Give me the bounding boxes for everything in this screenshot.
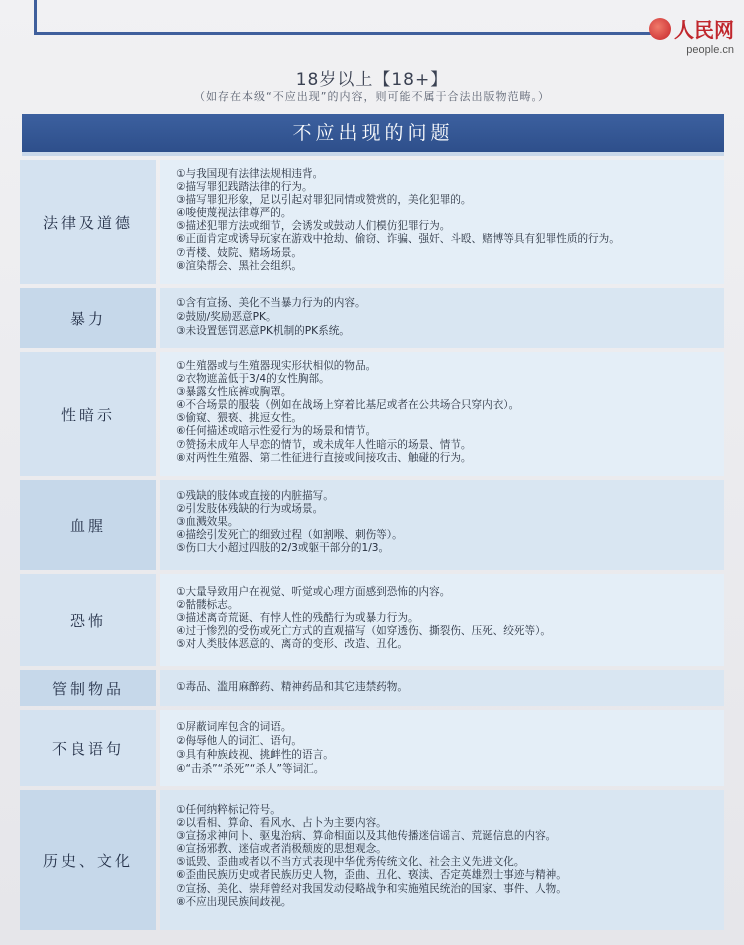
list-item: ⑦青楼、妓院、赌场场景。 [176, 246, 303, 259]
list-item: ②侮辱他人的词汇、语句。 [176, 735, 303, 747]
list-item: ⑤伤口大小超过四肢的2/3或躯干部分的1/3。 [176, 542, 390, 555]
list-item: ④过于惨烈的受伤或死亡方式的直观描写（如穿透伤、撕裂伤、压死、绞死等）。 [176, 625, 551, 638]
list-item: ③血溅效果。 [176, 516, 239, 529]
list-item: ⑤偷窥、猥亵、挑逗女性。 [176, 412, 303, 425]
list-item: ②以看相、算命、看风水、占卜为主要内容。 [176, 817, 387, 830]
age-rating-title: 18岁以上【18+】 [295, 70, 449, 90]
row-label: 暴力 [20, 288, 156, 348]
header-frame-line [34, 0, 657, 35]
list-item: ①与我国现有法律法规相违背。 [176, 168, 324, 180]
list-item: ①含有宣扬、美化不当暴力行为的内容。 [176, 297, 366, 309]
list-item: ①毒品、滥用麻醉药、精神药品和其它违禁药物。 [176, 681, 408, 693]
list-item: ①大量导致用户在视觉、听觉或心理方面感到恐怖的内容。 [176, 586, 451, 598]
watermark-name: 人民网 [674, 18, 734, 42]
list-item: ④描绘引发死亡的细致过程（如割喉、刺伤等）。 [176, 529, 403, 542]
row-content [160, 480, 724, 570]
list-item: ⑦赞扬未成年人早恋的情节，或未成年人性暗示的场景、情节。 [176, 438, 472, 451]
row-content [160, 288, 724, 348]
list-item: ⑦宣扬、美化、崇拜曾经对我国发动侵略战争和实施殖民统治的国家、事件、人物。 [176, 882, 567, 895]
row-content [160, 670, 724, 706]
list-item: ⑤诋毁、歪曲或者以不当方式表现中华优秀传统文化、社会主义先进文化。 [176, 856, 525, 869]
list-item: ①任何纳粹标记符号。 [176, 804, 281, 816]
list-item: ③宣扬求神问卜、驱鬼治病、算命相面以及其他传播迷信谣言、荒诞信息的内容。 [176, 830, 557, 843]
row-content [160, 710, 724, 786]
table-title-stripe [22, 152, 724, 156]
list-item: ④唆使蔑视法律尊严的。 [176, 207, 292, 220]
list-item: ②描写罪犯践踏法律的行为。 [176, 181, 313, 194]
list-item: ④宣扬邪教、迷信或者消极颓废的思想观念。 [176, 843, 387, 856]
table-row-sexual-suggestion [20, 352, 724, 476]
table-row-horror [20, 574, 724, 666]
list-item: ③暴露女性底裤或胸罩。 [176, 386, 292, 399]
row-content [160, 352, 724, 476]
people-logo-icon [649, 18, 671, 40]
list-item: ③描写罪犯形象，足以引起对罪犯同情或赞赏的，美化犯罪的。 [176, 194, 472, 207]
table-row-gore [20, 480, 724, 570]
list-item: ⑤描述犯罪方法或细节，会诱发或鼓动人们模仿犯罪行为。 [176, 220, 451, 233]
table-title: 不应出现的问题 [22, 114, 724, 152]
row-label: 法律及道德 [20, 160, 156, 284]
list-item: ④不合场景的服装（例如在战场上穿着比基尼或者在公共场合只穿内衣）。 [176, 399, 520, 412]
list-item: ⑧不应出现民族间歧视。 [176, 895, 292, 908]
table-row-law-morality [20, 160, 724, 284]
list-item: ③描述离奇荒诞、有悖人性的残酷行为或暴力行为。 [176, 612, 419, 625]
list-item: ⑥任何描述或暗示性爱行为的场景和情节。 [176, 425, 377, 438]
age-rating-note: （如存在本级“不应出现”的内容，则可能不属于合法出版物范畴。） [194, 90, 550, 103]
row-label: 不良语句 [20, 710, 156, 786]
row-label: 恐怖 [20, 574, 156, 666]
list-item: ④“击杀”“杀死”“杀人”等词汇。 [176, 763, 325, 775]
table-row-violence [20, 288, 724, 348]
list-item: ⑧渲染帮会、黑社会组织。 [176, 259, 303, 272]
row-content [160, 790, 724, 930]
table-row-controlled-items [20, 670, 724, 706]
row-content [160, 574, 724, 666]
list-item: ③未设置惩罚恶意PK机制的PK系统。 [176, 325, 350, 337]
table-row-history-culture [20, 790, 724, 930]
row-label: 管制物品 [20, 670, 156, 706]
list-item: ⑤对人类肢体恶意的、离奇的变形、改造、丑化。 [176, 638, 408, 651]
row-label: 性暗示 [20, 352, 156, 476]
watermark-url: people.cn [686, 44, 734, 56]
list-item: ⑥正面肯定或诱导玩家在游戏中抢劫、偷窃、诈骗、强奸、斗殴、赌博等具有犯罪性质的行为。 [176, 233, 620, 246]
watermark [634, 14, 734, 58]
list-item: ①残缺的肢体或直接的内脏描写。 [176, 490, 334, 502]
row-label: 历史、文化 [20, 790, 156, 930]
list-item: ①屏蔽词库包含的词语。 [176, 721, 292, 733]
row-label: 血腥 [20, 480, 156, 570]
list-item: ②骷髅标志。 [176, 599, 239, 612]
list-item: ⑥歪曲民族历史或者民族历史人物，歪曲、丑化、亵渎、否定英雄烈士事迹与精神。 [176, 869, 567, 882]
table-row-bad-language [20, 710, 724, 786]
list-item: ②鼓励/奖励恶意PK。 [176, 311, 277, 323]
row-content [160, 160, 724, 284]
list-item: ③具有种族歧视、挑衅性的语言。 [176, 749, 334, 761]
list-item: ②衣物遮盖低于3/4的女性胸部。 [176, 373, 330, 386]
list-item: ⑧对两性生殖器、第二性征进行直接或间接攻击、触碰的行为。 [176, 451, 472, 464]
list-item: ②引发肢体残缺的行为或场景。 [176, 503, 324, 516]
list-item: ①生殖器或与生殖器现实形状相似的物品。 [176, 360, 377, 372]
